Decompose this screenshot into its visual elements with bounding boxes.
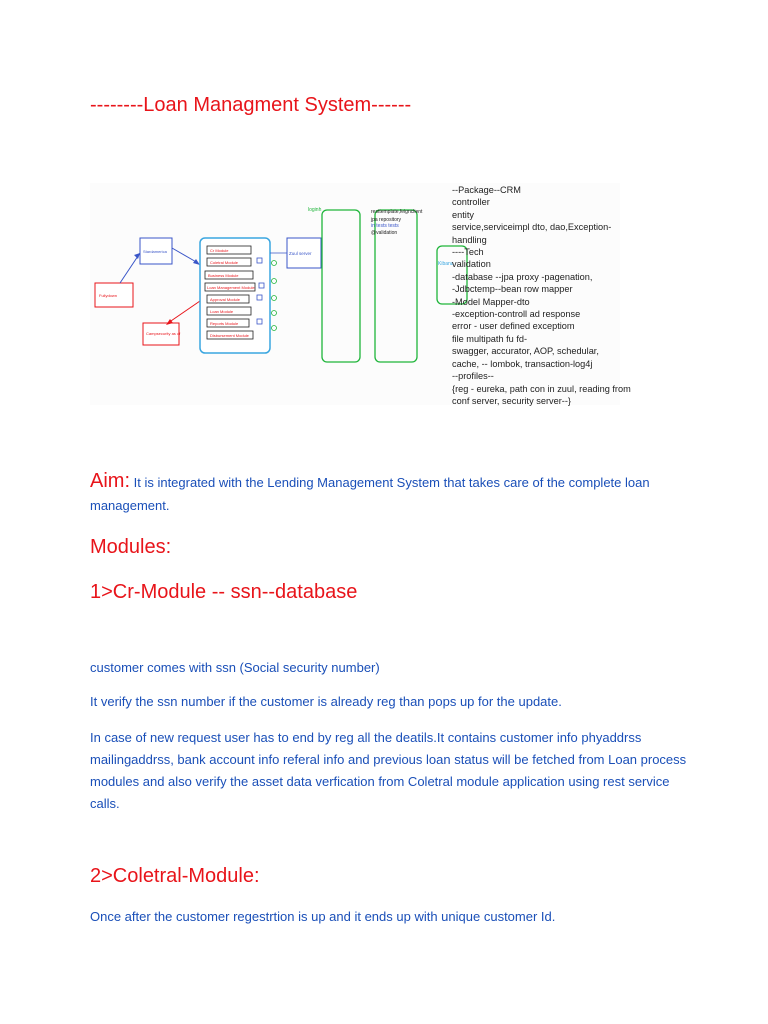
cr-module-heading: 1>Cr-Module -- ssn--database — [90, 581, 358, 603]
svg-text:jpa repository: jpa repository — [371, 217, 402, 223]
svg-text:Approval Module: Approval Module — [210, 297, 241, 302]
svg-text:Coletral Module: Coletral Module — [210, 260, 239, 265]
coletral-module-heading: 2>Coletral-Module: — [90, 865, 260, 887]
cr-paragraph-2: It verify the ssn number if the customer is already reg than pops up for the update. — [90, 694, 562, 709]
tech-note-line: swagger, accurator, AOP, schedular, — [452, 346, 599, 357]
tech-note-line: -Jdbctemp--bean row mapper — [452, 284, 573, 295]
modules-heading: Modules: — [90, 536, 172, 558]
svg-text:Cr Module: Cr Module — [210, 248, 229, 253]
diagram-box-left-mid-label: Fullydown — [99, 293, 118, 298]
tech-note-line: controller — [452, 197, 490, 208]
page-title: --------Loan Managment System------ — [90, 94, 412, 116]
cr-paragraph-3: In case of new request user has to end by reg all the deatils.It contains customer info phyaddrss mailingaddrss, bank account info referal info and previous loan status will be fetched from Loan process modules and also verify the asset data verfication from Coletral module application using rest service calls. — [90, 730, 687, 811]
svg-text:Disbursement Module: Disbursement Module — [210, 333, 249, 338]
tech-note-line: handling — [452, 234, 487, 245]
tech-note-line: service,serviceimpl dto, dao,Exception- — [452, 222, 612, 233]
aim-text: It is integrated with the Lending Management System that takes care of the complete loan management. — [90, 475, 650, 513]
diagram-green-label-1: loginh — [308, 207, 322, 213]
tech-note-line: -database --jpa proxy -pagenation, — [452, 271, 593, 282]
tech-note-line: -Model Mapper-dto — [452, 296, 530, 307]
svg-text:in tests tests: in tests tests — [371, 223, 399, 229]
tech-note-line: cache, -- lombok, transaction-log4j — [452, 358, 593, 369]
svg-text:Loan Module: Loan Module — [210, 309, 234, 314]
diagram-zuul-label: Zuul server — [289, 251, 312, 256]
tech-note-line: validation — [452, 259, 491, 270]
tech-note-line: error - user defined exceptiom — [452, 321, 575, 332]
diagram-box-left-top-label: Stardamerica — [143, 249, 167, 254]
tech-note-line: entity — [452, 209, 474, 220]
tech-note-line: --profiles-- — [452, 371, 494, 382]
diagram-green-label-2: Kibana — [438, 261, 454, 267]
svg-text:@validation: @validation — [371, 230, 398, 236]
svg-text:Business Module: Business Module — [208, 273, 239, 278]
tech-note-line: -exception-controll ad response — [452, 309, 581, 320]
cr-paragraph-1: customer comes with ssn (Social security number) — [90, 660, 380, 675]
coletral-paragraph-1: Once after the customer regestrtion is up and it ends up with unique customer Id. — [90, 909, 556, 924]
svg-text:Loan Management Module: Loan Management Module — [207, 285, 255, 290]
diagram-box-left-red-label: Campsecurity as of — [146, 331, 181, 336]
tech-notes — [452, 184, 652, 407]
svg-text:Reports Module: Reports Module — [210, 321, 239, 326]
tech-note-line: --Package--CRM — [452, 185, 521, 195]
tech-note-line: conf server, security server--} — [452, 395, 571, 406]
svg-text:resttemplate,feignclient: resttemplate,feignclient — [371, 209, 423, 215]
tech-note-line: file multipath fu fd- — [452, 333, 528, 344]
tech-note-line: ----Tech — [452, 247, 484, 258]
tech-note-line: {reg - eureka, path con in zuul, reading from — [452, 383, 631, 394]
aim-label: Aim: — [90, 470, 130, 492]
aim-paragraph — [90, 470, 690, 517]
